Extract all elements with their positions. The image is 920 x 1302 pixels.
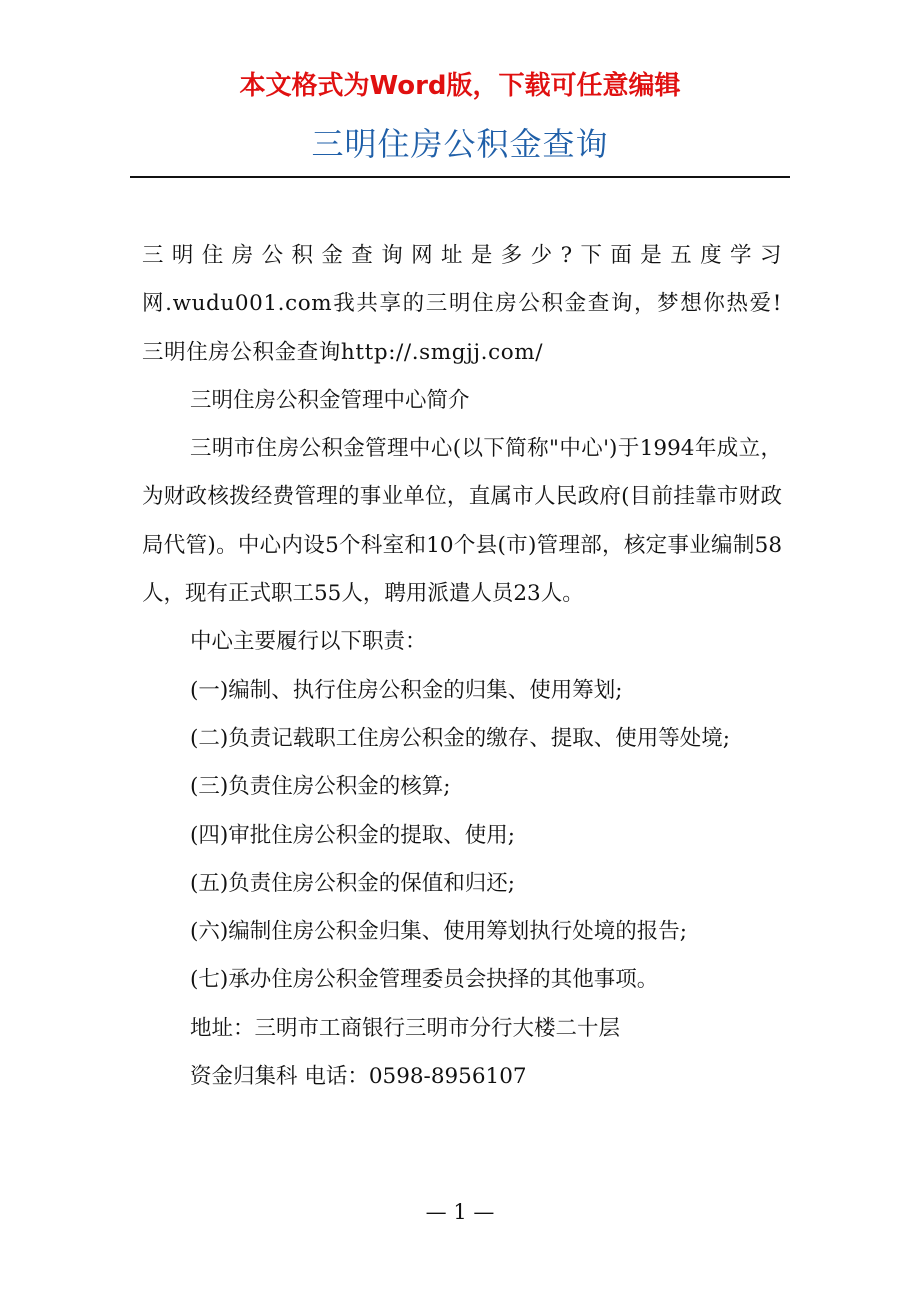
overview-paragraph: 三明市住房公积金管理中心(以下简称"中心')于1994年成立，为财政核拨经费管理的事业单位，直属市人民政府(目前挂靠市财政局代管)。中心内设5个科室和10个县(市)管理部，核定事业编制58人，现有正式职工55人，聘用派遣人员23人。 bbox=[142, 436, 782, 607]
duty-item: (四)审批住房公积金的提取、使用; bbox=[190, 822, 516, 848]
intro-paragraph: 三明住房公积金查询网址是多少?下面是五度学习网.wudu001.com我共享的三明住房公积金查询，梦想你热爱!三明住房公积金查询http://.smgjj.com/ bbox=[142, 243, 782, 365]
document-body bbox=[142, 232, 782, 1101]
duty-item: (一)编制、执行住房公积金的归集、使用筹划; bbox=[190, 677, 623, 703]
download-banner: 本文格式为Word版，下载可任意编辑 bbox=[239, 71, 681, 101]
address-line: 地址：三明市工商银行三明市分行大楼二十层 bbox=[190, 1015, 621, 1041]
duty-item: (二)负责记载职工住房公积金的缴存、提取、使用等处境; bbox=[190, 725, 731, 751]
duties-heading: 中心主要履行以下职责： bbox=[190, 629, 427, 655]
duty-item: (六)编制住房公积金归集、使用筹划执行处境的报告; bbox=[190, 919, 688, 945]
document-title: 三明住房公积金查询 bbox=[311, 125, 609, 163]
duty-item: (七)承办住房公积金管理委员会抉择的其他事项。 bbox=[190, 967, 659, 993]
duty-item: (五)负责住房公积金的保值和归还; bbox=[190, 870, 516, 896]
title-divider bbox=[130, 176, 790, 178]
page-number: — 1 — bbox=[425, 1200, 495, 1224]
contact-line: 资金归集科 电话：0598-8956107 bbox=[190, 1064, 527, 1090]
duty-item: (三)负责住房公积金的核算; bbox=[190, 774, 451, 800]
section-heading: 三明住房公积金管理中心简介 bbox=[190, 387, 470, 413]
